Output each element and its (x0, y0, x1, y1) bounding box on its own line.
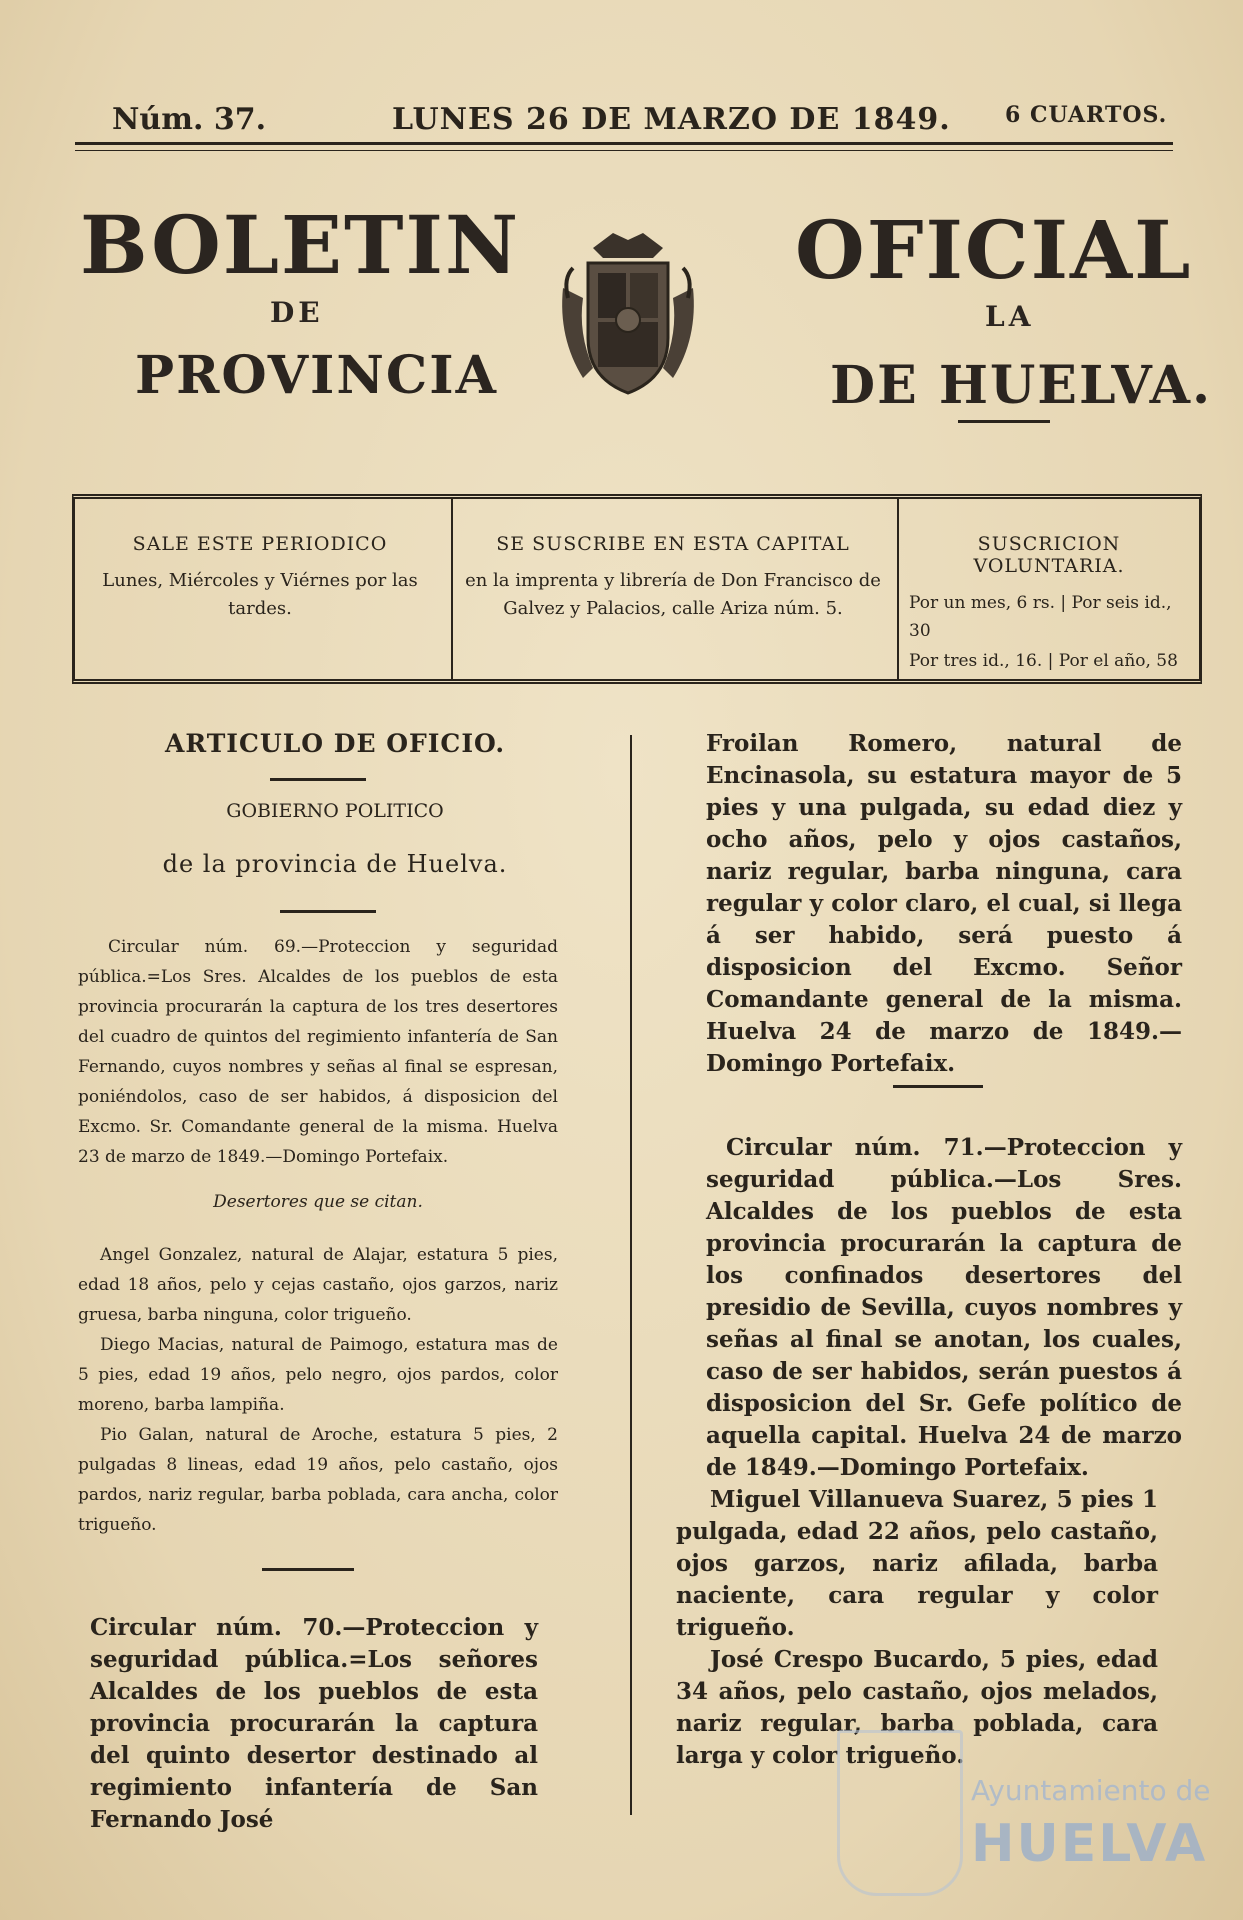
info-col-prices (897, 499, 1199, 679)
circular-69: Circular núm. 69.—Proteccion y seguridad pública.=Los Sres. Alcaldes de los pueblos de esta provincia procurarán la captura de los tres desertores del cuadro de quintos del regimiento infantería de San Fernando, cuyos nombres y señas al final se espresan, poniéndolos, caso de ser habidos, á disposicion del Excmo. Sr. Comandante general de la misma. Huelva 23 de marzo de 1849.—Domingo Portefaix. (78, 937, 558, 1167)
watermark-line-2: HUELVA (971, 1814, 1208, 1874)
info-col-subscribe (451, 499, 893, 679)
masthead-la: LA (985, 300, 1035, 333)
masthead-boletin: BOLETIN (80, 198, 521, 292)
gov-subtitle: de la provincia de Huelva. (162, 850, 508, 878)
gov-rule (280, 910, 376, 913)
schedule-heading: SALE ESTE PERIODICO (132, 533, 388, 555)
deserter-diego: Diego Macias, natural de Paimogo, estatura mas de 5 pies, edad 19 años, pelo negro, ojos pardos, color moreno, barba lampiña. (78, 1335, 558, 1415)
deserter-jose: José Crespo Bucardo, 5 pies, edad 34 años, pelo castaño, ojos melados, nariz regular, barba poblada, cara larga y color trigueño. (676, 1646, 1158, 1769)
masthead-de-huelva: DE HUELVA. (830, 355, 1213, 416)
column-divider (630, 735, 632, 1815)
subscribe-text: en la imprenta y librería de Don Francisco de Galvez y Palacios, calle Ariza núm. 5. (465, 570, 881, 619)
info-col-schedule (75, 499, 445, 679)
section-title: ARTICULO DE OFICIO. (164, 729, 506, 758)
desertores-heading: Desertores que se citan. (213, 1192, 423, 1212)
issue-number: Núm. 37. (112, 102, 267, 137)
masthead-underline (958, 420, 1050, 423)
prices-heading: SUSCRICION VOLUNTARIA. (973, 533, 1125, 577)
prices-line-1: Por un mes, 6 rs. | Por seis id., 30 (909, 593, 1172, 641)
issue-date: LUNES 26 DE MARZO DE 1849. (392, 102, 951, 137)
circular-70: Circular núm. 70.—Proteccion y seguridad pública.=Los señores Alcaldes de los pueblos de esta provincia procurarán la captura del quinto desertor destinado al regimiento infantería de San Fernando José (90, 1614, 538, 1833)
subscription-info-box (72, 494, 1202, 684)
masthead-provincia: PROVINCIA (135, 345, 498, 406)
prices-line-2: Por tres id., 16. | Por el año, 58 (909, 651, 1178, 671)
ayuntamiento-watermark (823, 1730, 1223, 1900)
coat-of-arms-icon (553, 228, 703, 403)
deserter-angel: Angel Gonzalez, natural de Alajar, estatura 5 pies, edad 18 años, pelo y cejas castaño, ojos garzos, nariz gruesa, barba ninguna, color trigueño. (78, 1245, 558, 1325)
circular-71: Circular núm. 71.—Proteccion y seguridad pública.—Los Sres. Alcaldes de los pueblos de esta provincia procurarán la captura de los confinados desertores del presidio de Sevilla, cuyos nombres y señas al final se anotan, los cuales, caso de ser habidos, serán puestos á disposicion del Sr. Gefe político de aquella capital. Huelva 24 de marzo de 1849.—Domingo Portefaix. (706, 1134, 1182, 1481)
deserter-miguel: Miguel Villanueva Suarez, 5 pies 1 pulgada, edad 22 años, pelo castaño, ojos garzos, nariz afilada, barba naciente, cara regular y color trigueño. (676, 1486, 1158, 1641)
deserter-pio: Pio Galan, natural de Aroche, estatura 5 pies, 2 pulgadas 8 lineas, edad 19 años, pelo castaño, ojos pardos, nariz regular, barba poblada, cara ancha, color trigueño. (78, 1425, 558, 1535)
top-rule (75, 142, 1173, 145)
circ71-rule (893, 1085, 983, 1088)
issue-price: 6 CUARTOS. (1005, 102, 1168, 128)
section-rule (270, 778, 366, 781)
masthead-oficial: OFICIAL (795, 203, 1193, 297)
subscribe-heading: SE SUSCRIBE EN ESTA CAPITAL (496, 533, 850, 555)
circ70-rule (262, 1568, 354, 1571)
top-rule-thin (75, 150, 1173, 151)
masthead-de: DE (270, 296, 324, 329)
deserter-froilan: Froilan Romero, natural de Encinasola, su estatura mayor de 5 pies y una pulgada, su edad diez y ocho años, pelo y ojos castaños, nariz regular, barba ninguna, cara regular y color claro, el cual, si llega á ser habido, será puesto á disposicion del Excmo. Señor Comandante general de la misma. Huelva 24 de marzo de 1849.—Domingo Portefaix. (706, 730, 1182, 1077)
city-shield-icon (837, 1730, 963, 1896)
watermark-line-1: Ayuntamiento de (971, 1774, 1211, 1807)
gov-title: GOBIERNO POLITICO (226, 800, 444, 822)
schedule-text: Lunes, Miércoles y Viérnes por las tardes. (102, 570, 418, 619)
